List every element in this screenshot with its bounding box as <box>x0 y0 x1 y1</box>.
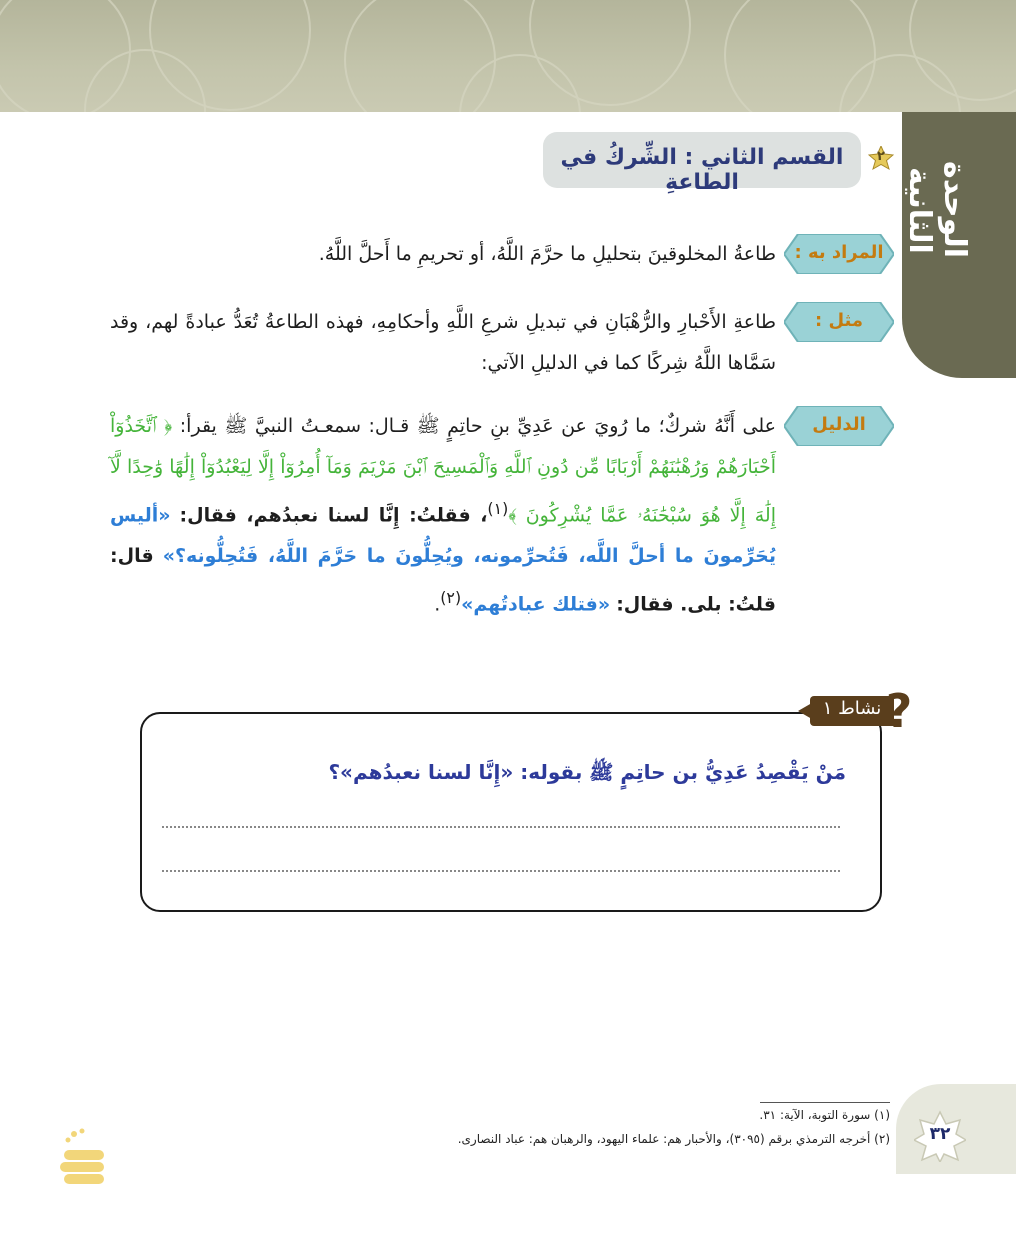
example-label-badge <box>784 302 894 342</box>
section-title: القسم الثاني : الشِّركُ في الطاعةِ <box>560 145 844 195</box>
activity-question: مَنْ يَقْصِدُ عَدِيُّ بن حاتِمٍ ﷺ بقوله: «إِنَّا لسنا نعبدُهم»؟ <box>328 760 846 784</box>
section-number: ٢ <box>877 149 885 164</box>
section-number-badge <box>868 146 894 172</box>
example-text: طاعةِ الأَحْبارِ والرُّهْبَانِ في تبديلِ شرعِ اللَّهِ وأحكامِهِ، فهذه الطاعةُ تُعَدُّ عبادةً لهم، وقد سَمَّاها اللَّهُ شِركًا كما في الدليلِ الآتي: <box>110 311 776 374</box>
example-label: مثل : <box>814 310 864 331</box>
top-banner <box>0 0 1016 112</box>
activity-box <box>140 712 882 912</box>
activity-tag <box>798 684 913 738</box>
question-mark-icon: ? <box>885 684 913 738</box>
activity-tag-label: نشاط ١ <box>822 698 882 719</box>
answer-line-1[interactable] <box>162 826 840 828</box>
page-number-badge <box>914 1110 966 1162</box>
footnote-1: (١) سورة التوبة، الآية: ٣١. <box>759 1108 890 1122</box>
page-number: ٣٢ <box>929 1124 951 1144</box>
definition-label: المراد به : <box>794 242 884 263</box>
definition-label-badge <box>784 234 894 274</box>
footnote-ref-1: (١) <box>487 499 509 518</box>
evidence-paragraph: على أَنَّهُ شركٌ؛ ما رُويَ عن عَدِيِّ بنِ حاتِمٍ ﷺ قـال: سمعـتُ النبيَّ ﷺ يقرأ: ﴿ ٱتَّخَذُوٓاْ أَحْبَارَهُمْ وَرُهْبَٰنَهُمْ أَرْبَابًا مِّن دُونِ ٱللَّهِ وَٱلْمَسِيحَ ٱبْنَ مَرْيَمَ وَمَآ أُمِرُوٓاْ إِلَّا لِيَعْبُدُوٓاْ إِلَٰهًا وَٰحِدًا لَّآ إِلَٰهَ إِلَّا هُوَ سُبْحَٰنَهُۥ عَمَّا يُشْرِكُونَ ﴾$^{(١)}$، فقلتُ: إِنَّا لسنا نعبدُهم، فقال: «أليس يُحَرِّمونَ ما أحلَّ اللَّه، فَتُحرِّمونه، ويُحِلُّونَ ما حَرَّمَ اللَّهُ، فَتُحِلُّونه؟» قال: قلتُ: بلى. فقال: «فتلك عبادتُهم»$^{(٢)}$. <box>110 415 776 616</box>
footnote-ref-2: (٢) <box>440 588 462 608</box>
banner-pattern <box>0 0 1016 112</box>
quran-verse: ﴿ ٱتَّخَذُوٓاْ أَحْبَارَهُمْ وَرُهْبَٰنَهُمْ أَرْبَابًا مِّن دُونِ ٱللَّهِ وَٱلْمَسِيحَ ٱبْنَ مَرْيَمَ وَمَآ أُمِرُوٓاْ إِلَّا لِيَعْبُدُوٓاْ إِلَٰهًا وَٰحِدًا لَّآ إِلَٰهَ إِلَّا هُوَ سُبْحَٰنَهُۥ عَمَّا يُشْرِكُونَ ﴾ <box>110 415 776 527</box>
unit-title: الوحدة الثانية <box>902 161 972 259</box>
evidence-intro: على أَنَّهُ شركٌ؛ ما رُويَ عن عَدِيِّ بنِ حاتِمٍ ﷺ قـال: سمعـتُ النبيَّ ﷺ يقرأ: <box>179 415 776 437</box>
hadith-text-2: «فتلك عبادتُهم» <box>461 593 611 616</box>
answer-line-2[interactable] <box>162 870 840 872</box>
evidence-said-1: ، فقلتُ: إِنَّا لسنا نعبدُهم، فقال: <box>179 504 488 527</box>
definition-text: طاعةُ المخلوقينَ بتحليلِ ما حرَّمَ اللَّهُ، أو تحريمِ ما أَحلَّ اللَّهُ. <box>318 243 776 265</box>
publisher-logo-icon <box>56 1126 112 1188</box>
evidence-label: الدليل <box>812 414 866 435</box>
hadith-text-1: «أليس يُحَرِّمونَ ما أحلَّ اللَّه، فَتُحرِّمونه، ويُحِلُّونَ ما حَرَّمَ اللَّهُ، فَتُحِلُّونه؟» <box>110 504 776 568</box>
footnote-rule <box>760 1102 890 1103</box>
footnote-2: (٢) أخرجه الترمذي برقم (٣٠٩٥)، والأحبار هم: علماء اليهود، والرهبان هم: عباد النصارى. <box>457 1132 890 1146</box>
section-header <box>543 132 861 195</box>
evidence-said-2: قال: قلتُ: بلى. فقال: <box>110 545 776 616</box>
evidence-label-badge <box>784 406 894 446</box>
